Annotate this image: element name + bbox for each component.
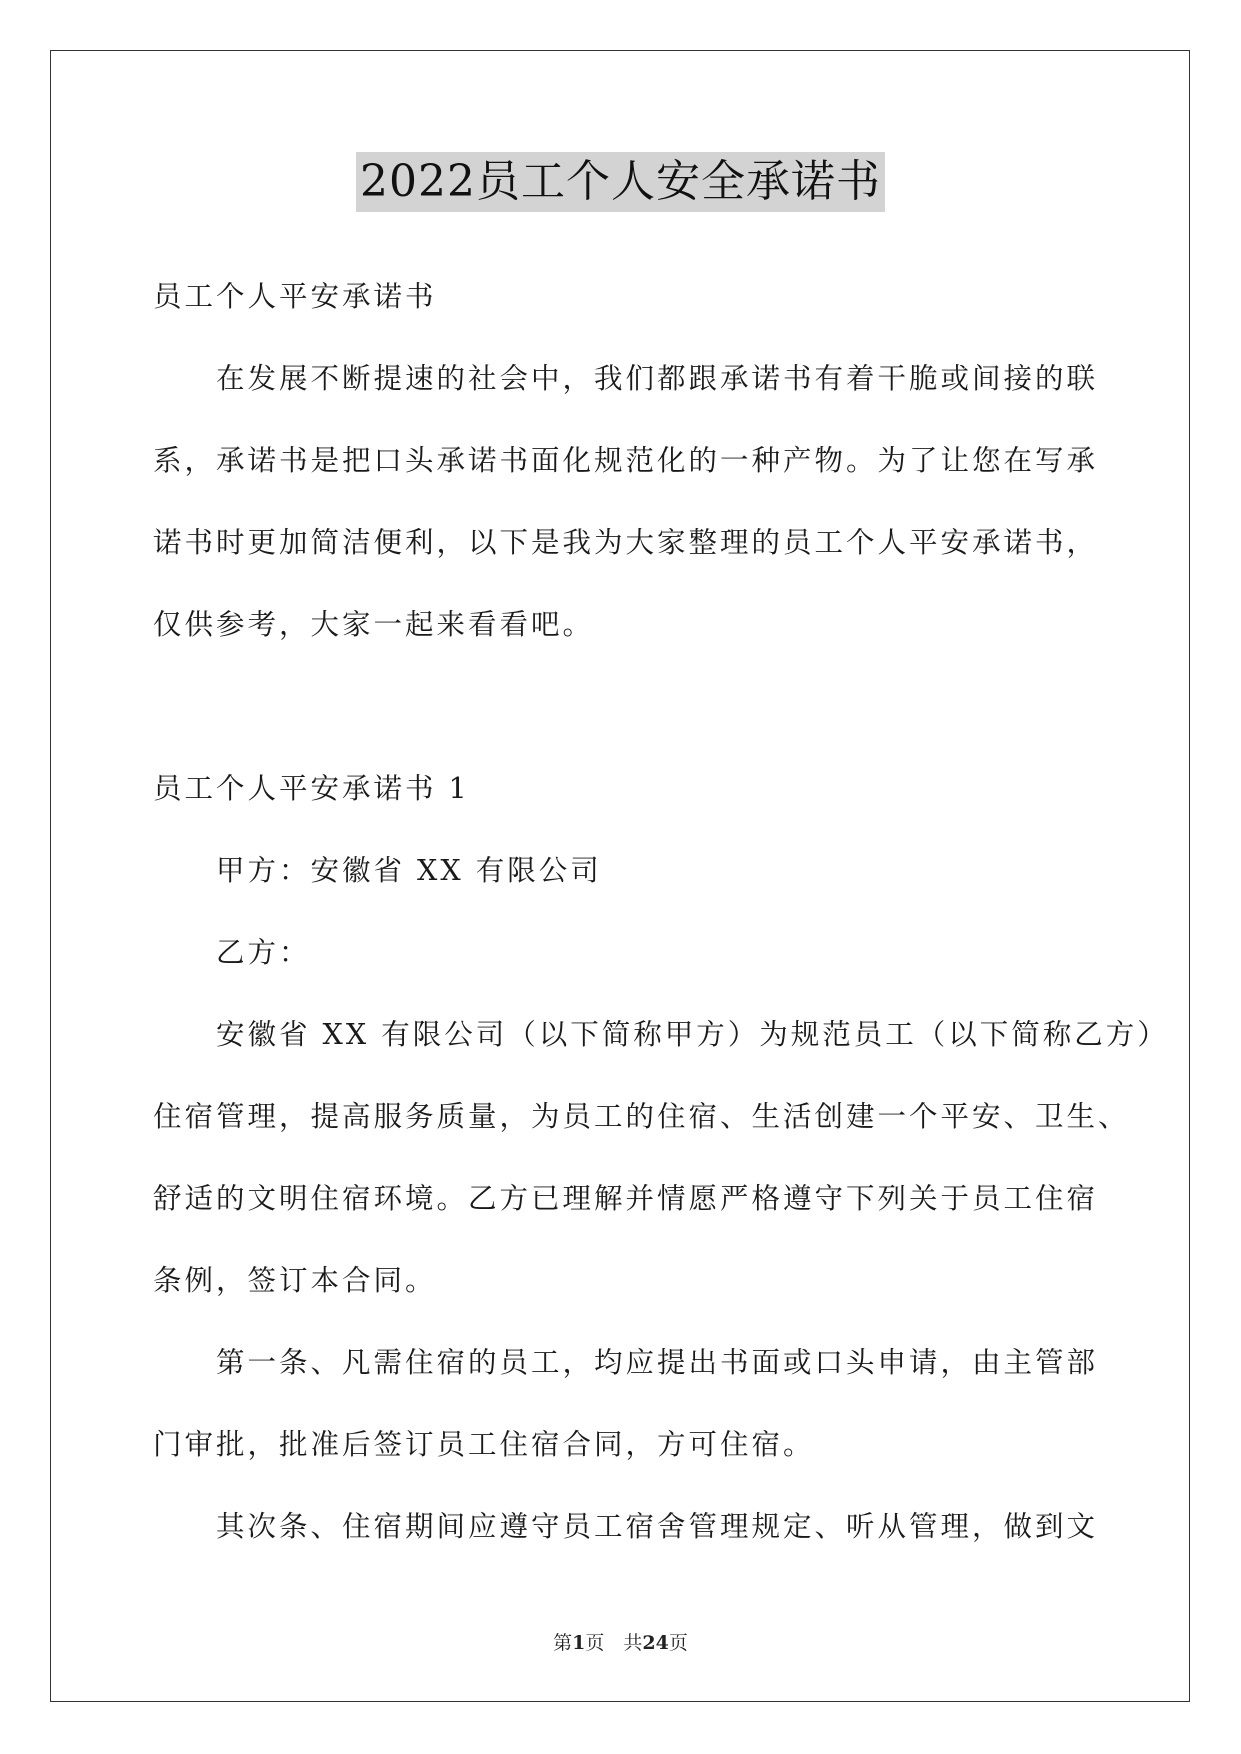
paragraph-line: 安徽省 XX 有限公司（以下简称甲方）为规范员工（以下简称乙方） (216, 1018, 1169, 1051)
blank-line (153, 666, 1103, 748)
page-suffix: 页 (668, 1632, 688, 1654)
title-container (0, 152, 1241, 212)
party-a: 甲方：安徽省 XX 有限公司 (216, 854, 602, 887)
paragraph-line: 舒适的文明住宿环境。乙方已理解并情愿严格遵守下列关于员工住宿 (153, 1182, 1099, 1215)
paragraph-line: 仅供参考，大家一起来看看吧。 (153, 608, 595, 641)
document-title: 2022员工个人安全承诺书 (356, 152, 885, 212)
article-1-line: 门审批，批准后签订员工住宿合同，方可住宿。 (153, 1428, 815, 1461)
page-mid: 页 共 (585, 1632, 643, 1654)
paragraph-line: 在发展不断提速的社会中，我们都跟承诺书有着干脆或间接的联 (216, 362, 1099, 395)
paragraph-line: 住宿管理，提高服务质量，为员工的住宿、生活创建一个平安、卫生、 (153, 1100, 1130, 1133)
party-b: 乙方： (216, 936, 311, 969)
article-1-line: 第一条、凡需住宿的员工，均应提出书面或口头申请，由主管部 (216, 1346, 1099, 1379)
page-total: 24 (642, 1632, 669, 1654)
article-2-line: 其次条、住宿期间应遵守员工宿舍管理规定、听从管理，做到文 (216, 1510, 1099, 1543)
paragraph-line: 条例，签订本合同。 (153, 1264, 437, 1297)
page-current: 1 (572, 1632, 586, 1654)
page-footer (0, 1628, 1241, 1655)
paragraph-line: 系，承诺书是把口头承诺书面化规范化的一种产物。为了让您在写承 (153, 444, 1099, 477)
subtitle: 员工个人平安承诺书 (153, 280, 437, 313)
page-prefix: 第 (553, 1632, 573, 1654)
document-body (153, 256, 1169, 1568)
section-heading: 员工个人平安承诺书 1 (153, 772, 470, 805)
paragraph-line: 诺书时更加简洁便利，以下是我为大家整理的员工个人平安承诺书， (153, 526, 1099, 559)
